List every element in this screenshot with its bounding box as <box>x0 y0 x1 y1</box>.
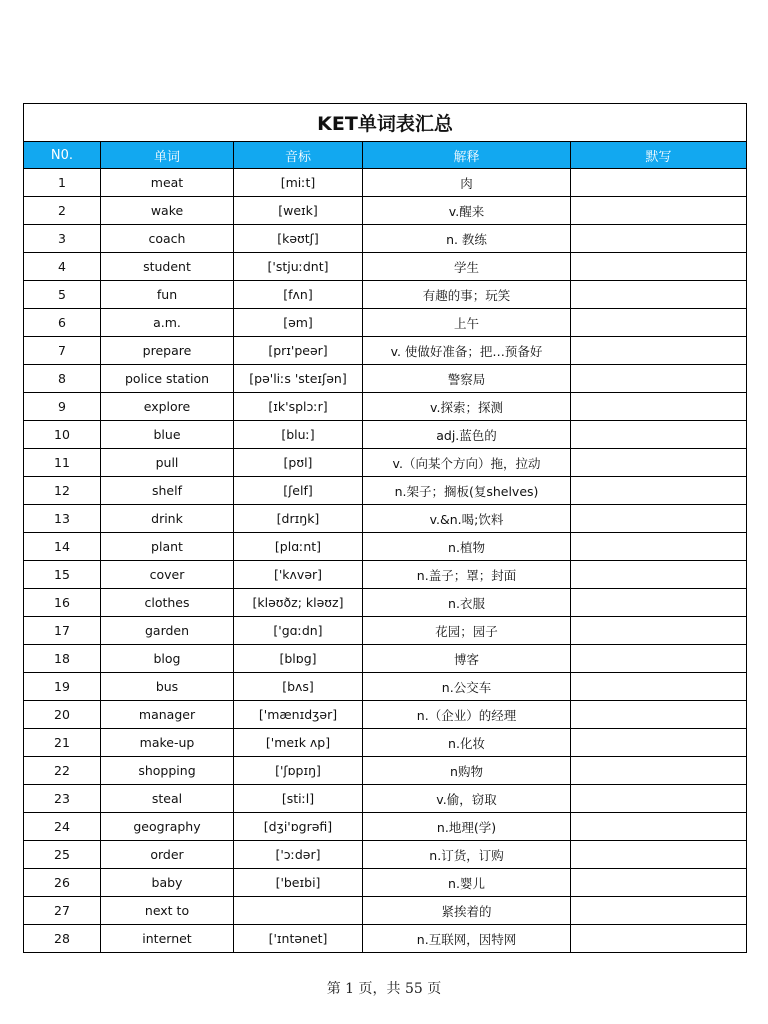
cell-number: 22 <box>24 757 101 785</box>
cell-meaning: 博客 <box>363 645 571 673</box>
cell-meaning: n. 教练 <box>363 225 571 253</box>
cell-dictation <box>571 197 747 225</box>
cell-word: manager <box>101 701 234 729</box>
cell-phonetic: [stiːl] <box>234 785 363 813</box>
cell-dictation <box>571 421 747 449</box>
cell-number: 9 <box>24 393 101 421</box>
cell-phonetic: [kəʊtʃ] <box>234 225 363 253</box>
cell-word: geography <box>101 813 234 841</box>
cell-meaning: n.订货，订购 <box>363 841 571 869</box>
cell-meaning: n.互联网，因特网 <box>363 925 571 953</box>
cell-dictation <box>571 813 747 841</box>
cell-meaning: n.架子；搁板(复shelves) <box>363 477 571 505</box>
column-header-word: 单词 <box>101 142 234 169</box>
column-header-number: N0. <box>24 142 101 169</box>
cell-meaning: 肉 <box>363 169 571 197</box>
table-row <box>24 673 747 701</box>
table-row <box>24 617 747 645</box>
cell-phonetic: [prɪ'peər] <box>234 337 363 365</box>
cell-word: make-up <box>101 729 234 757</box>
cell-dictation <box>571 869 747 897</box>
cell-word: blue <box>101 421 234 449</box>
cell-phonetic: ['mænɪdʒər] <box>234 701 363 729</box>
table-row <box>24 645 747 673</box>
cell-number: 1 <box>24 169 101 197</box>
cell-number: 12 <box>24 477 101 505</box>
cell-dictation <box>571 309 747 337</box>
title-row <box>24 104 747 142</box>
cell-word: coach <box>101 225 234 253</box>
cell-meaning: 警察局 <box>363 365 571 393</box>
cell-word: pull <box>101 449 234 477</box>
cell-dictation <box>571 337 747 365</box>
cell-dictation <box>571 365 747 393</box>
cell-number: 11 <box>24 449 101 477</box>
table-row <box>24 841 747 869</box>
table-row <box>24 813 747 841</box>
cell-meaning: v.探索；探测 <box>363 393 571 421</box>
cell-number: 15 <box>24 561 101 589</box>
cell-word: plant <box>101 533 234 561</box>
vocabulary-table <box>23 103 747 953</box>
table-row <box>24 253 747 281</box>
table-row <box>24 589 747 617</box>
cell-phonetic: ['stjuːdnt] <box>234 253 363 281</box>
cell-phonetic: [plɑːnt] <box>234 533 363 561</box>
column-header-dictation: 默写 <box>571 142 747 169</box>
table-row <box>24 729 747 757</box>
cell-dictation <box>571 253 747 281</box>
cell-dictation <box>571 897 747 925</box>
cell-meaning: n购物 <box>363 757 571 785</box>
cell-phonetic: ['gɑːdn] <box>234 617 363 645</box>
cell-phonetic: ['beɪbi] <box>234 869 363 897</box>
cell-word: a.m. <box>101 309 234 337</box>
cell-dictation <box>571 561 747 589</box>
table-row <box>24 533 747 561</box>
cell-phonetic: [fʌn] <box>234 281 363 309</box>
cell-number: 18 <box>24 645 101 673</box>
cell-number: 19 <box>24 673 101 701</box>
cell-meaning: v.（向某个方向）拖，拉动 <box>363 449 571 477</box>
header-row <box>24 142 747 169</box>
column-header-phonetic: 音标 <box>234 142 363 169</box>
cell-number: 6 <box>24 309 101 337</box>
cell-word: prepare <box>101 337 234 365</box>
cell-meaning: n.衣服 <box>363 589 571 617</box>
table-row <box>24 169 747 197</box>
cell-number: 28 <box>24 925 101 953</box>
cell-dictation <box>571 757 747 785</box>
table-row <box>24 449 747 477</box>
cell-phonetic: ['ʃɒpɪŋ] <box>234 757 363 785</box>
cell-number: 3 <box>24 225 101 253</box>
cell-phonetic: [bʌs] <box>234 673 363 701</box>
cell-number: 7 <box>24 337 101 365</box>
cell-word: clothes <box>101 589 234 617</box>
table-row <box>24 421 747 449</box>
cell-meaning: 有趣的事；玩笑 <box>363 281 571 309</box>
cell-word: shopping <box>101 757 234 785</box>
cell-number: 23 <box>24 785 101 813</box>
cell-meaning: n.（企业）的经理 <box>363 701 571 729</box>
cell-dictation <box>571 477 747 505</box>
cell-word: wake <box>101 197 234 225</box>
cell-dictation <box>571 281 747 309</box>
cell-dictation <box>571 533 747 561</box>
cell-word: garden <box>101 617 234 645</box>
cell-dictation <box>571 617 747 645</box>
cell-meaning: v.偷，窃取 <box>363 785 571 813</box>
cell-phonetic: ['ɪntənet] <box>234 925 363 953</box>
cell-word: internet <box>101 925 234 953</box>
cell-phonetic: ['kʌvər] <box>234 561 363 589</box>
cell-word: meat <box>101 169 234 197</box>
cell-dictation <box>571 925 747 953</box>
cell-phonetic: ['ɔːdər] <box>234 841 363 869</box>
table-row <box>24 785 747 813</box>
table-row <box>24 701 747 729</box>
cell-dictation <box>571 225 747 253</box>
cell-word: police station <box>101 365 234 393</box>
table-row <box>24 393 747 421</box>
cell-phonetic: [kləʊðz; kləʊz] <box>234 589 363 617</box>
cell-word: drink <box>101 505 234 533</box>
table-row <box>24 197 747 225</box>
cell-phonetic: [drɪŋk] <box>234 505 363 533</box>
cell-word: baby <box>101 869 234 897</box>
cell-number: 4 <box>24 253 101 281</box>
cell-phonetic: [ɪk'splɔːr] <box>234 393 363 421</box>
table-row <box>24 505 747 533</box>
cell-number: 20 <box>24 701 101 729</box>
cell-word: order <box>101 841 234 869</box>
cell-meaning: v.&n.喝;饮料 <box>363 505 571 533</box>
cell-number: 14 <box>24 533 101 561</box>
table-row <box>24 477 747 505</box>
cell-phonetic: [miːt] <box>234 169 363 197</box>
cell-number: 26 <box>24 869 101 897</box>
table-row <box>24 925 747 953</box>
cell-number: 24 <box>24 813 101 841</box>
cell-word: next to <box>101 897 234 925</box>
cell-dictation <box>571 701 747 729</box>
cell-phonetic: ['meɪk ʌp] <box>234 729 363 757</box>
cell-phonetic: [pʊl] <box>234 449 363 477</box>
cell-dictation <box>571 393 747 421</box>
cell-number: 13 <box>24 505 101 533</box>
cell-number: 16 <box>24 589 101 617</box>
cell-dictation <box>571 673 747 701</box>
cell-meaning: n.化妆 <box>363 729 571 757</box>
cell-word: bus <box>101 673 234 701</box>
column-header-meaning: 解释 <box>363 142 571 169</box>
table-row <box>24 337 747 365</box>
cell-dictation <box>571 785 747 813</box>
cell-dictation <box>571 645 747 673</box>
cell-word: cover <box>101 561 234 589</box>
table-row <box>24 225 747 253</box>
cell-phonetic <box>234 897 363 925</box>
cell-meaning: 学生 <box>363 253 571 281</box>
cell-meaning: n.盖子；罩；封面 <box>363 561 571 589</box>
cell-meaning: 上午 <box>363 309 571 337</box>
cell-phonetic: [bluː] <box>234 421 363 449</box>
cell-meaning: adj.蓝色的 <box>363 421 571 449</box>
cell-word: student <box>101 253 234 281</box>
cell-dictation <box>571 589 747 617</box>
cell-number: 5 <box>24 281 101 309</box>
cell-number: 8 <box>24 365 101 393</box>
cell-word: explore <box>101 393 234 421</box>
cell-dictation <box>571 169 747 197</box>
cell-meaning: 紧挨着的 <box>363 897 571 925</box>
cell-number: 27 <box>24 897 101 925</box>
table-title: KET单词表汇总 <box>24 104 747 142</box>
table-row <box>24 757 747 785</box>
table-row <box>24 309 747 337</box>
cell-word: steal <box>101 785 234 813</box>
cell-number: 25 <box>24 841 101 869</box>
cell-number: 10 <box>24 421 101 449</box>
cell-meaning: v.醒来 <box>363 197 571 225</box>
cell-meaning: 花园；园子 <box>363 617 571 645</box>
cell-meaning: n.公交车 <box>363 673 571 701</box>
cell-phonetic: [dʒi'ɒgrəfi] <box>234 813 363 841</box>
table-row <box>24 897 747 925</box>
cell-phonetic: [blɒg] <box>234 645 363 673</box>
cell-phonetic: [əm] <box>234 309 363 337</box>
cell-meaning: n.婴儿 <box>363 869 571 897</box>
table-row <box>24 365 747 393</box>
cell-meaning: v. 使做好准备；把…预备好 <box>363 337 571 365</box>
cell-meaning: n.植物 <box>363 533 571 561</box>
page-footer: 第 1 页，共 55 页 <box>326 981 442 997</box>
cell-phonetic: [pə'liːs 'steɪʃən] <box>234 365 363 393</box>
cell-word: blog <box>101 645 234 673</box>
cell-word: fun <box>101 281 234 309</box>
cell-meaning: n.地理(学) <box>363 813 571 841</box>
cell-dictation <box>571 729 747 757</box>
cell-number: 17 <box>24 617 101 645</box>
table-row <box>24 281 747 309</box>
table-row <box>24 561 747 589</box>
table-body <box>24 169 747 953</box>
cell-number: 21 <box>24 729 101 757</box>
cell-dictation <box>571 449 747 477</box>
table-row <box>24 869 747 897</box>
cell-dictation <box>571 841 747 869</box>
cell-word: shelf <box>101 477 234 505</box>
cell-number: 2 <box>24 197 101 225</box>
cell-phonetic: [ʃelf] <box>234 477 363 505</box>
cell-dictation <box>571 505 747 533</box>
cell-phonetic: [weɪk] <box>234 197 363 225</box>
